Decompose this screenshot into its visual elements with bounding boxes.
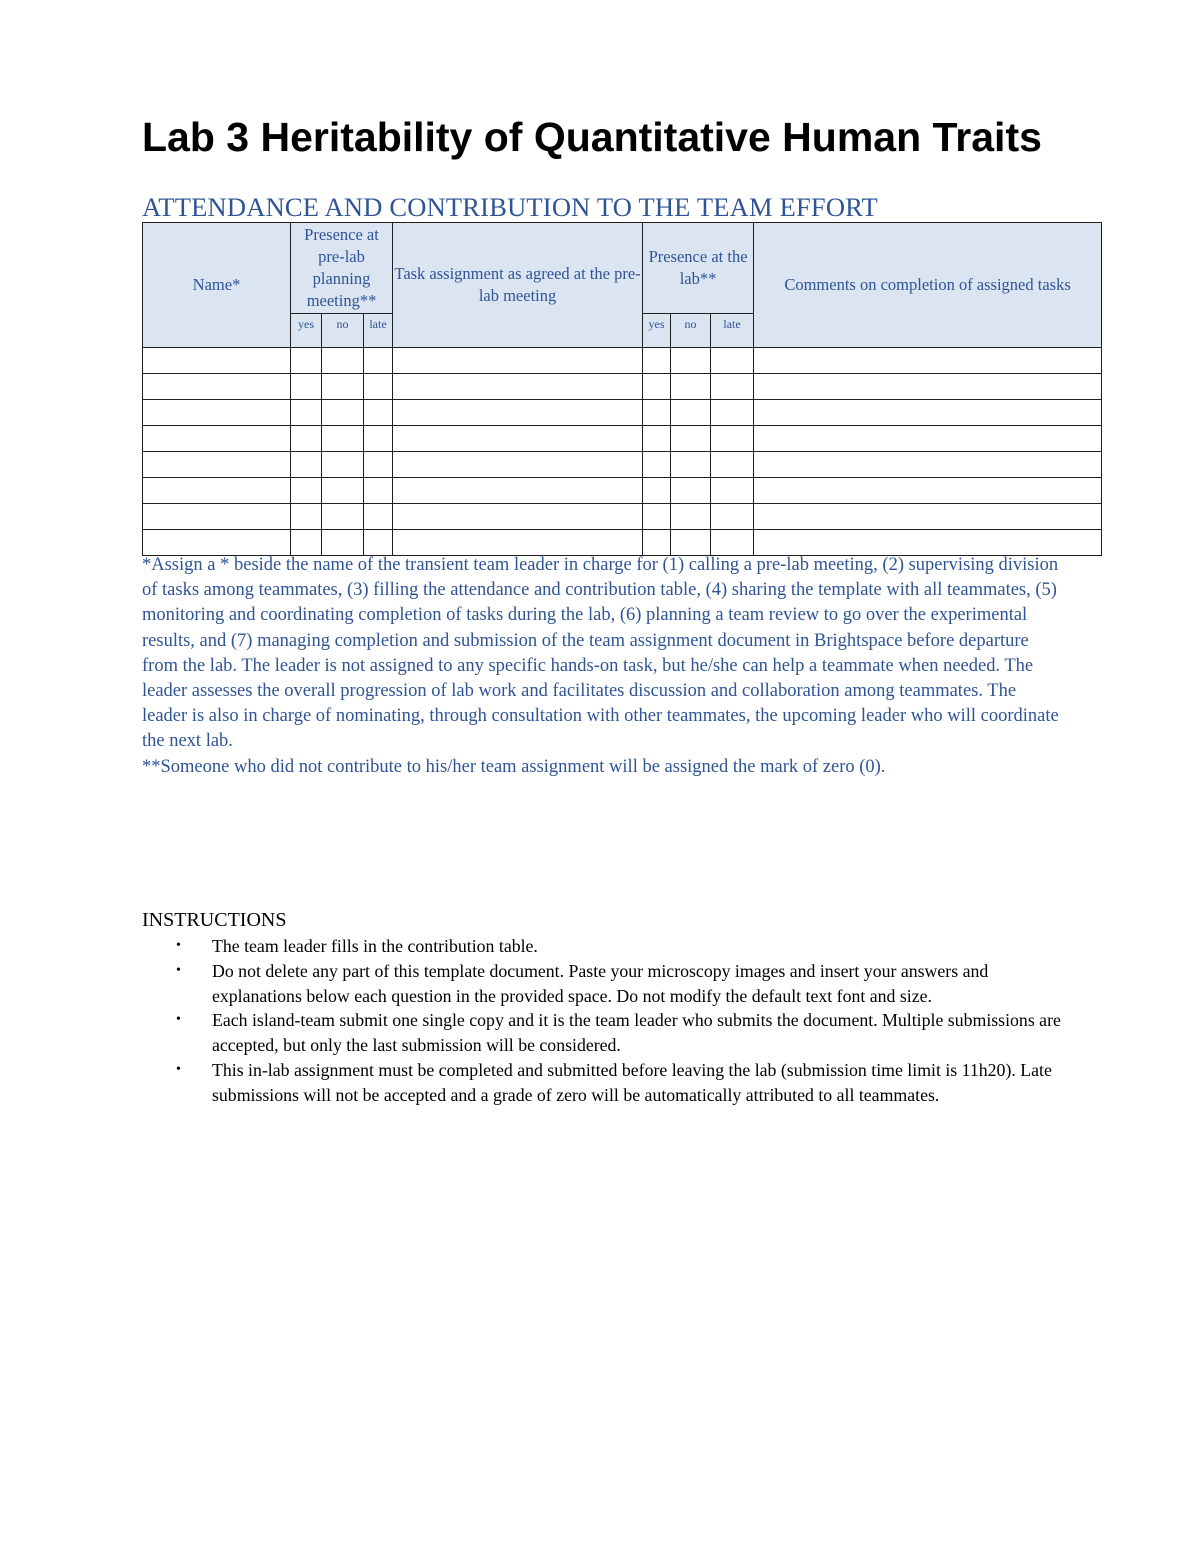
cell-prelab-no[interactable] bbox=[322, 348, 364, 374]
cell-prelab-yes[interactable] bbox=[291, 426, 322, 452]
attendance-table bbox=[142, 222, 1102, 556]
cell-prelab-yes[interactable] bbox=[291, 374, 322, 400]
cell-lab-no[interactable] bbox=[671, 374, 711, 400]
cell-task[interactable] bbox=[393, 348, 643, 374]
table-row bbox=[143, 452, 1102, 478]
cell-comments[interactable] bbox=[754, 478, 1102, 504]
section-heading: ATTENDANCE AND CONTRIBUTION TO THE TEAM EFFORT bbox=[142, 192, 878, 222]
cell-lab-yes[interactable] bbox=[643, 426, 671, 452]
subheader-prelab-yes: yes bbox=[291, 314, 322, 348]
cell-name[interactable] bbox=[143, 452, 291, 478]
cell-lab-yes[interactable] bbox=[643, 400, 671, 426]
bullet-icon: • bbox=[176, 1012, 181, 1028]
cell-lab-late[interactable] bbox=[711, 504, 754, 530]
cell-task[interactable] bbox=[393, 426, 643, 452]
subheader-lab-late: late bbox=[711, 314, 754, 348]
cell-comments[interactable] bbox=[754, 348, 1102, 374]
cell-lab-no[interactable] bbox=[671, 530, 711, 556]
cell-prelab-yes[interactable] bbox=[291, 504, 322, 530]
footnote-leader: *Assign a * beside the name of the transient team leader in charge for (1) calling a pre-lab meeting, (2) supervising division of tasks among teammates, (3) filling the attendance and contribution table, (4) sharing the template with all teammates, (5) monitoring and coordinating completion of tasks during the lab, (6) planning a team review to go over the experimental results, and (7) managing completion and submission of the team assignment document in Brightspace before departure from the lab. The leader is not assigned to any specific hands-on task, but he/she can help a teammate when needed. The leader assesses the overall progression of lab work and facilitates discussion and collaboration among teammates. The leader is also in charge of nominating, through consultation with other teammates, the upcoming leader who will coordinate the next lab. bbox=[142, 555, 1059, 752]
cell-lab-yes[interactable] bbox=[643, 348, 671, 374]
cell-prelab-yes[interactable] bbox=[291, 348, 322, 374]
bullet-icon: • bbox=[176, 938, 181, 953]
cell-prelab-no[interactable] bbox=[322, 426, 364, 452]
cell-prelab-late[interactable] bbox=[364, 452, 393, 478]
cell-comments[interactable] bbox=[754, 452, 1102, 478]
cell-lab-no[interactable] bbox=[671, 426, 711, 452]
cell-name[interactable] bbox=[143, 504, 291, 530]
cell-prelab-late[interactable] bbox=[364, 426, 393, 452]
instruction-item: • Do not delete any part of this template document. Paste your microscopy images and insert your answers and explanations below each question in the provided space. Do not modify the default text font and size. bbox=[176, 960, 989, 1006]
cell-task[interactable] bbox=[393, 478, 643, 504]
cell-lab-no[interactable] bbox=[671, 348, 711, 374]
cell-comments[interactable] bbox=[754, 400, 1102, 426]
cell-lab-yes[interactable] bbox=[643, 452, 671, 478]
cell-task[interactable] bbox=[393, 374, 643, 400]
cell-lab-late[interactable] bbox=[711, 530, 754, 556]
cell-comments[interactable] bbox=[754, 374, 1102, 400]
page-title: Lab 3 Heritability of Quantitative Human Traits bbox=[142, 114, 1042, 160]
bullet-icon: • bbox=[176, 962, 181, 978]
cell-lab-yes[interactable] bbox=[643, 374, 671, 400]
table-row bbox=[143, 530, 1102, 556]
cell-name[interactable] bbox=[143, 530, 291, 556]
cell-prelab-yes[interactable] bbox=[291, 452, 322, 478]
subheader-prelab-no: no bbox=[322, 314, 364, 348]
cell-prelab-no[interactable] bbox=[322, 400, 364, 426]
header-name: Name* bbox=[143, 223, 291, 348]
cell-prelab-late[interactable] bbox=[364, 530, 393, 556]
cell-name[interactable] bbox=[143, 348, 291, 374]
table-row bbox=[143, 504, 1102, 530]
cell-task[interactable] bbox=[393, 400, 643, 426]
header-comments: Comments on completion of assigned tasks bbox=[754, 223, 1102, 348]
cell-lab-late[interactable] bbox=[711, 478, 754, 504]
cell-lab-late[interactable] bbox=[711, 374, 754, 400]
cell-prelab-no[interactable] bbox=[322, 478, 364, 504]
cell-comments[interactable] bbox=[754, 504, 1102, 530]
cell-lab-yes[interactable] bbox=[643, 478, 671, 504]
cell-comments[interactable] bbox=[754, 530, 1102, 556]
cell-task[interactable] bbox=[393, 504, 643, 530]
cell-task[interactable] bbox=[393, 452, 643, 478]
cell-prelab-late[interactable] bbox=[364, 348, 393, 374]
cell-name[interactable] bbox=[143, 426, 291, 452]
table-row bbox=[143, 400, 1102, 426]
subheader-prelab-late: late bbox=[364, 314, 393, 348]
cell-prelab-late[interactable] bbox=[364, 400, 393, 426]
cell-lab-late[interactable] bbox=[711, 348, 754, 374]
header-task-assignment: Task assignment as agreed at the pre-lab meeting bbox=[393, 223, 643, 348]
footnote-zero-mark: **Someone who did not contribute to his/her team assignment will be assigned the mark of zero (0). bbox=[142, 756, 886, 777]
table-row bbox=[143, 348, 1102, 374]
bullet-icon: • bbox=[176, 1061, 181, 1077]
cell-lab-no[interactable] bbox=[671, 452, 711, 478]
cell-name[interactable] bbox=[143, 374, 291, 400]
instructions-heading: INSTRUCTIONS bbox=[142, 909, 287, 931]
cell-lab-no[interactable] bbox=[671, 400, 711, 426]
table-row bbox=[143, 478, 1102, 504]
cell-prelab-no[interactable] bbox=[322, 530, 364, 556]
table-row bbox=[143, 374, 1102, 400]
cell-lab-late[interactable] bbox=[711, 400, 754, 426]
subheader-lab-no: no bbox=[671, 314, 711, 348]
instruction-item: • The team leader fills in the contribution table. bbox=[142, 934, 1062, 959]
subheader-lab-yes: yes bbox=[643, 314, 671, 348]
cell-prelab-yes[interactable] bbox=[291, 400, 322, 426]
instruction-item: • This in-lab assignment must be completed and submitted before leaving the lab (submission time limit is 11h20). Late submissions will not be accepted and a grade of zero will be automatically attributed to all teammates. bbox=[176, 1059, 1052, 1105]
cell-lab-no[interactable] bbox=[671, 478, 711, 504]
cell-lab-yes[interactable] bbox=[643, 504, 671, 530]
cell-lab-no[interactable] bbox=[671, 504, 711, 530]
cell-name[interactable] bbox=[143, 478, 291, 504]
cell-prelab-no[interactable] bbox=[322, 374, 364, 400]
table-body bbox=[143, 348, 1102, 556]
cell-task[interactable] bbox=[393, 530, 643, 556]
cell-prelab-yes[interactable] bbox=[291, 530, 322, 556]
cell-prelab-late[interactable] bbox=[364, 504, 393, 530]
footnotes bbox=[142, 553, 1062, 780]
cell-lab-yes[interactable] bbox=[643, 530, 671, 556]
header-presence-prelab: Presence at pre-lab planning meeting** bbox=[291, 223, 393, 314]
cell-comments[interactable] bbox=[754, 426, 1102, 452]
cell-prelab-late[interactable] bbox=[364, 374, 393, 400]
instruction-item: • Each island-team submit one single copy and it is the team leader who submits the document. Multiple submissions are accepted, but only the last submission will be considered. bbox=[176, 1010, 1061, 1056]
header-presence-lab: Presence at the lab** bbox=[643, 223, 754, 314]
instructions-list bbox=[142, 934, 1062, 1108]
cell-prelab-no[interactable] bbox=[322, 504, 364, 530]
cell-lab-late[interactable] bbox=[711, 426, 754, 452]
table-row bbox=[143, 426, 1102, 452]
cell-prelab-no[interactable] bbox=[322, 452, 364, 478]
cell-prelab-late[interactable] bbox=[364, 478, 393, 504]
cell-prelab-yes[interactable] bbox=[291, 478, 322, 504]
cell-name[interactable] bbox=[143, 400, 291, 426]
cell-lab-late[interactable] bbox=[711, 452, 754, 478]
